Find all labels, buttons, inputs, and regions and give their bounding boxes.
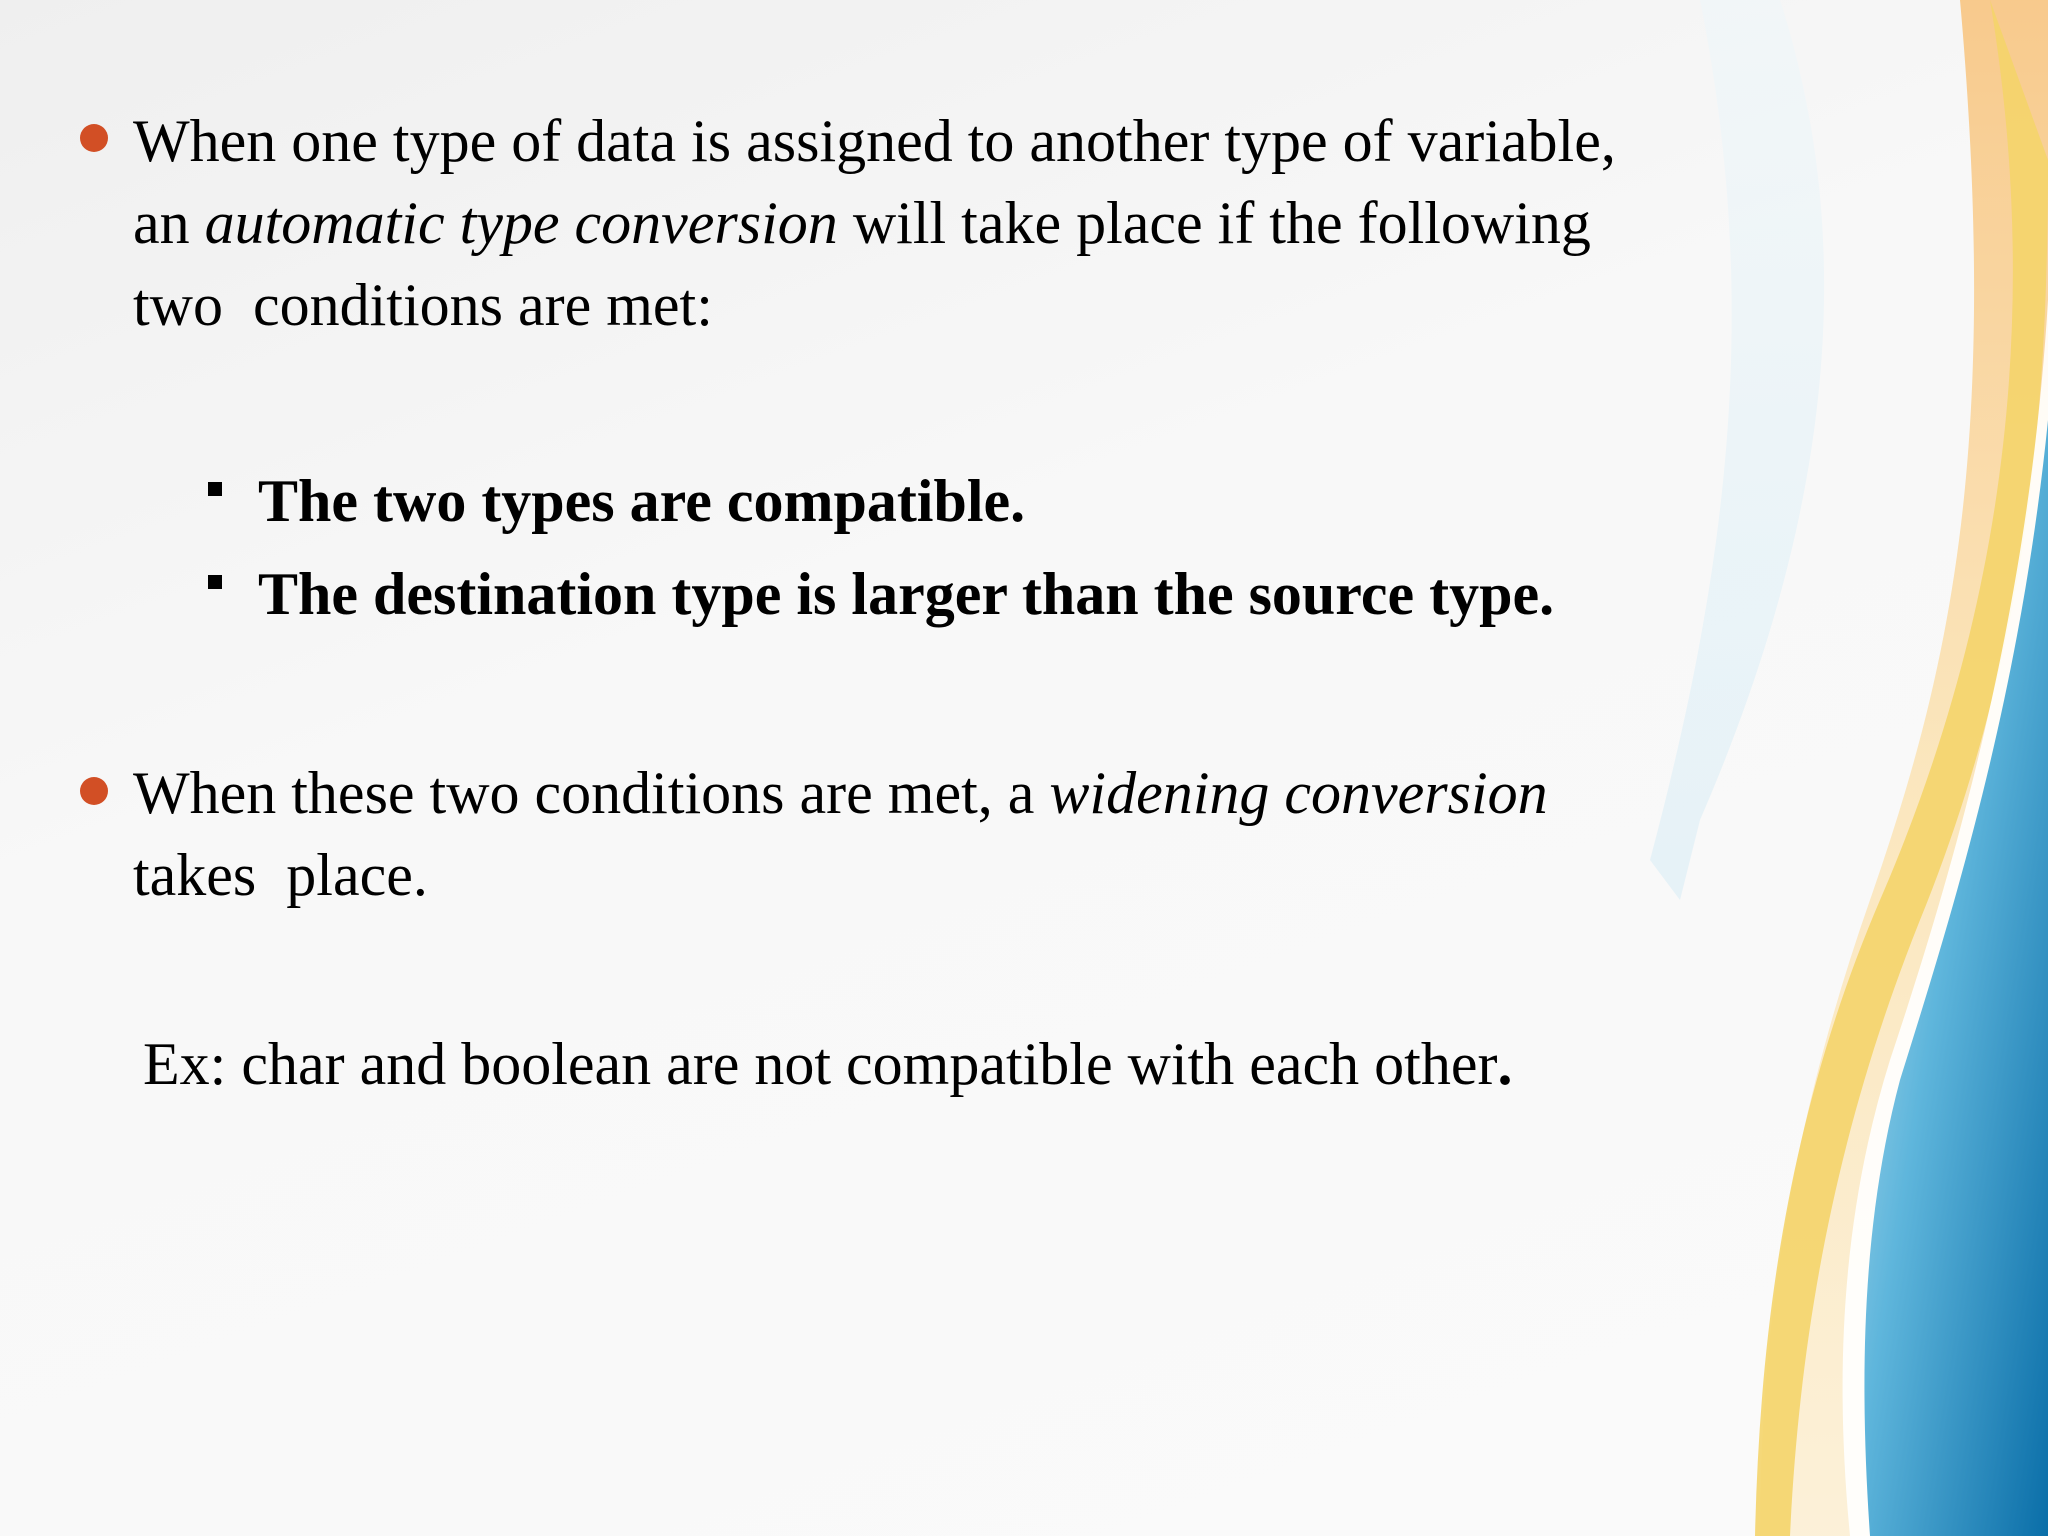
- emphasized-term: widening conversion: [1049, 760, 1548, 826]
- example-period: .: [1497, 1031, 1513, 1097]
- text-line: When one type of data is assigned to another type of variable,: [133, 108, 1616, 174]
- square-bullet-icon: [208, 575, 222, 589]
- text-line: two conditions are met:: [133, 272, 713, 338]
- condition-text: The destination type is larger than the source type.: [258, 561, 1555, 627]
- text-line: takes place.: [133, 842, 428, 908]
- bullet-paragraph-2: [133, 752, 1853, 916]
- condition-item: [208, 460, 1808, 542]
- example-sentence: Ex: char and boolean are not compatible with each other: [143, 1031, 1498, 1097]
- bullet-paragraph-1: [133, 100, 1853, 346]
- condition-item: [208, 553, 1808, 635]
- bullet-dot: [80, 124, 108, 152]
- bullet-dot: [80, 777, 108, 805]
- text-run: When these two conditions are met, a: [133, 760, 1050, 826]
- condition-text: The two types are compatible.: [258, 468, 1026, 534]
- bullet-icon: [80, 777, 96, 793]
- example-text: [143, 1023, 1512, 1105]
- text-run: will take place if the following: [837, 190, 1591, 256]
- square-bullet-icon: [208, 482, 222, 496]
- emphasized-term: automatic type conversion: [204, 190, 838, 256]
- text-run: an: [133, 190, 205, 256]
- bullet-icon: [80, 124, 96, 140]
